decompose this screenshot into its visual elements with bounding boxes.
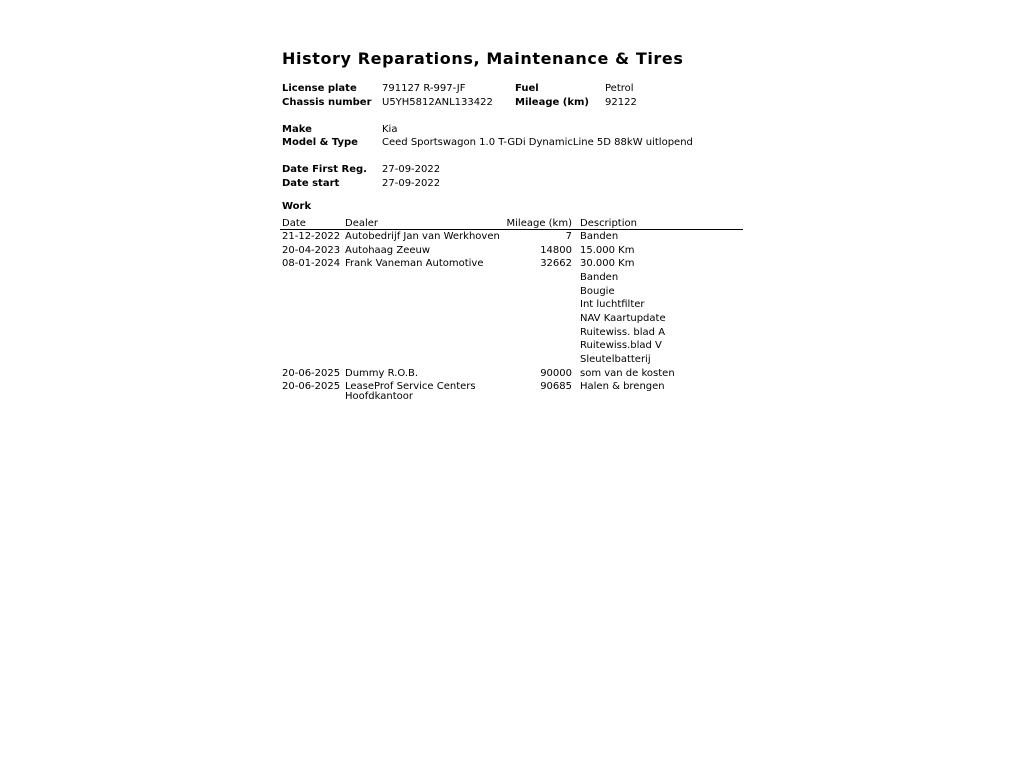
row-description: som van de kosten xyxy=(580,368,675,379)
date-start-label: Date start xyxy=(282,178,340,189)
mileage-label: Mileage (km) xyxy=(515,97,589,108)
first-reg-value: 27-09-2022 xyxy=(382,164,441,175)
row-date: 20-06-2025 xyxy=(282,381,341,392)
chassis-value: U5YH5812ANL133422 xyxy=(382,97,493,108)
header-mileage: Mileage (km) xyxy=(506,218,572,229)
header-date: Date xyxy=(282,218,306,229)
row-description: Banden xyxy=(580,272,619,283)
fuel-value: Petrol xyxy=(605,83,634,94)
page-title: History Reparations, Maintenance & Tires xyxy=(282,49,684,68)
row-description: 15.000 Km xyxy=(580,245,635,256)
row-mileage: 90000 xyxy=(540,368,572,379)
model-value: Ceed Sportswagon 1.0 T-GDi DynamicLine 5D 88kW uitlopend xyxy=(382,137,693,148)
row-description: Bougie xyxy=(580,286,615,297)
license-plate-label: License plate xyxy=(282,83,357,94)
row-mileage: 14800 xyxy=(540,245,572,256)
make-value: Kia xyxy=(382,124,398,135)
row-dealer: Frank Vaneman Automotive xyxy=(345,258,484,269)
row-dealer: Autobedrijf Jan van Werkhoven xyxy=(345,231,500,242)
row-dealer-line2: Hoofdkantoor xyxy=(345,391,413,402)
row-description: Banden xyxy=(580,231,619,242)
row-description: Sleutelbatterij xyxy=(580,354,651,365)
row-mileage: 32662 xyxy=(540,258,572,269)
row-date: 08-01-2024 xyxy=(282,258,341,269)
row-dealer: Dummy R.O.B. xyxy=(345,368,419,379)
model-label: Model & Type xyxy=(282,137,358,148)
row-description: Int luchtfilter xyxy=(580,299,645,310)
row-description: NAV Kaartupdate xyxy=(580,313,666,324)
mileage-value: 92122 xyxy=(605,97,637,108)
header-description: Description xyxy=(580,218,637,229)
header-dealer: Dealer xyxy=(345,218,379,229)
fuel-label: Fuel xyxy=(515,83,539,94)
header-divider xyxy=(280,229,743,230)
make-label: Make xyxy=(282,124,312,135)
row-dealer: Autohaag Zeeuw xyxy=(345,245,431,256)
row-description: Halen & brengen xyxy=(580,381,665,392)
license-plate-value: 791127 R-997-JF xyxy=(382,83,466,94)
row-description: 30.000 Km xyxy=(580,258,635,269)
date-start-value: 27-09-2022 xyxy=(382,178,441,189)
row-description: Ruitewiss. blad A xyxy=(580,327,666,338)
row-mileage: 7 xyxy=(565,231,572,242)
row-date: 20-06-2025 xyxy=(282,368,341,379)
chassis-label: Chassis number xyxy=(282,97,372,108)
row-dealer: LeaseProf Service Centers xyxy=(345,381,476,392)
row-description: Ruitewiss.blad V xyxy=(580,340,662,351)
work-section-label: Work xyxy=(282,201,312,212)
row-date: 20-04-2023 xyxy=(282,245,341,256)
row-date: 21-12-2022 xyxy=(282,231,341,242)
row-mileage: 90685 xyxy=(540,381,572,392)
first-reg-label: Date First Reg. xyxy=(282,164,367,175)
